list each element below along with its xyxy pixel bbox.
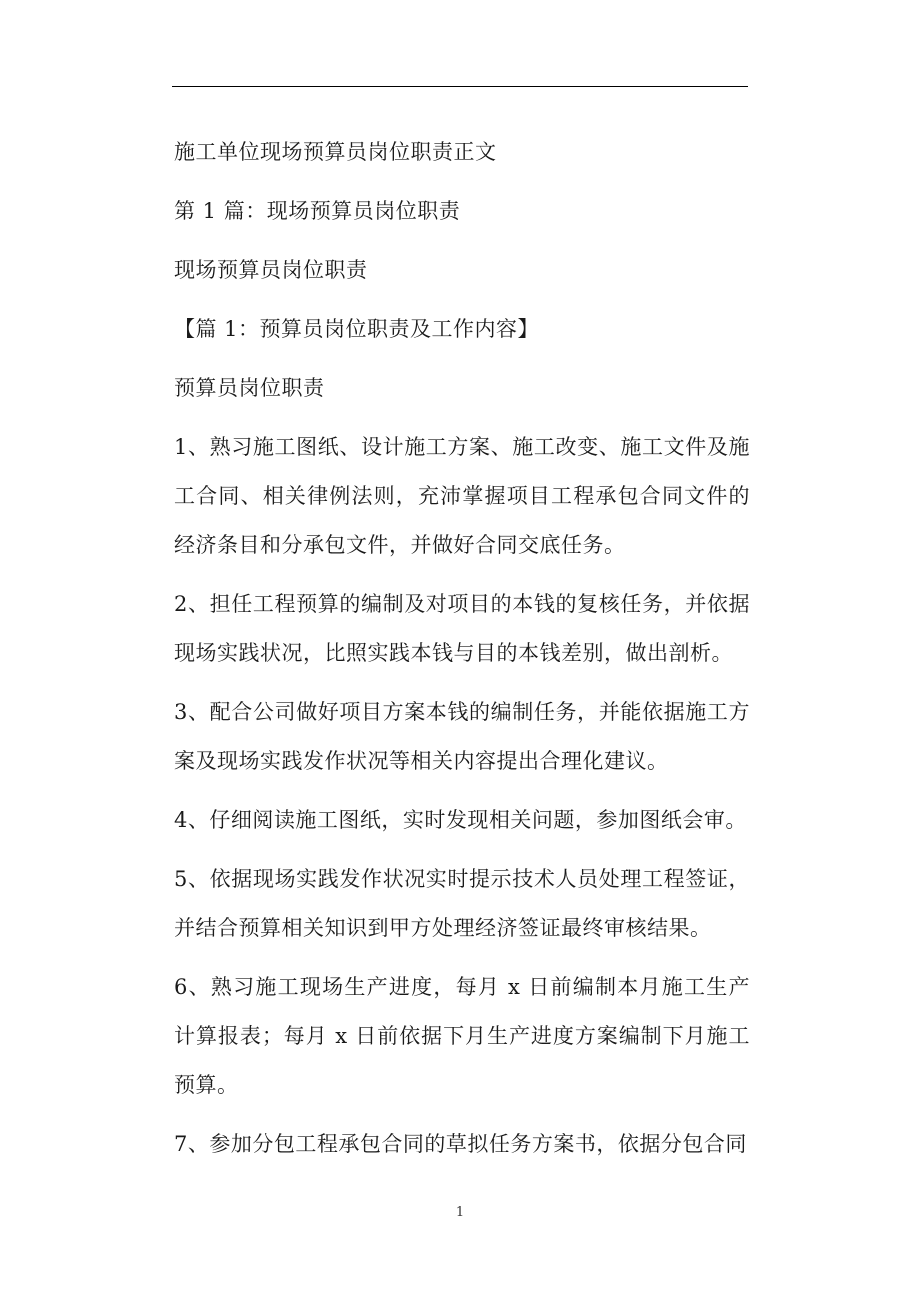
section-title: 现场预算员岗位职责 xyxy=(174,258,368,282)
document-body xyxy=(174,128,750,1179)
duty-item-4: 4、仔细阅读施工图纸，实时发现相关问题，参加图纸会审。 xyxy=(174,808,747,832)
duty-item-5: 5、依据现场实践发作状况实时提示技术人员处理工程签证，并结合预算相关知识到甲方处理经济签证最终审核结果。 xyxy=(174,867,750,940)
duty-item-3: 3、配合公司做好项目方案本钱的编制任务，并能依据施工方案及现场实践发作状况等相关内容提出合理化建议。 xyxy=(174,700,750,773)
duty-item-6: 6、熟习施工现场生产进度，每月 x 日前编制本月施工生产计算报表；每月 x 日前依据下月生产进度方案编制下月施工预算。 xyxy=(174,975,750,1097)
chapter-heading: 第 1 篇：现场预算员岗位职责 xyxy=(174,199,461,223)
header-rule xyxy=(172,86,748,87)
document-title: 施工单位现场预算员岗位职责正文 xyxy=(174,140,497,164)
duty-item-2: 2、担任工程预算的编制及对项目的本钱的复核任务，并依据现场实践状况，比照实践本钱与目的本钱差别，做出剖析。 xyxy=(174,592,750,665)
duty-item-7: 7、参加分包工程承包合同的草拟任务方案书，依据分包合同 xyxy=(174,1132,747,1156)
page-number: 1 xyxy=(455,1205,465,1220)
sub-heading: 预算员岗位职责 xyxy=(174,376,325,400)
bracket-heading: 【篇 1：预算员岗位职责及工作内容】 xyxy=(174,317,540,341)
duty-item-1: 1、熟习施工图纸、设计施工方案、施工改变、施工文件及施工合同、相关律例法则，充沛掌握项目工程承包合同文件的经济条目和分承包文件，并做好合同交底任务。 xyxy=(174,435,750,557)
